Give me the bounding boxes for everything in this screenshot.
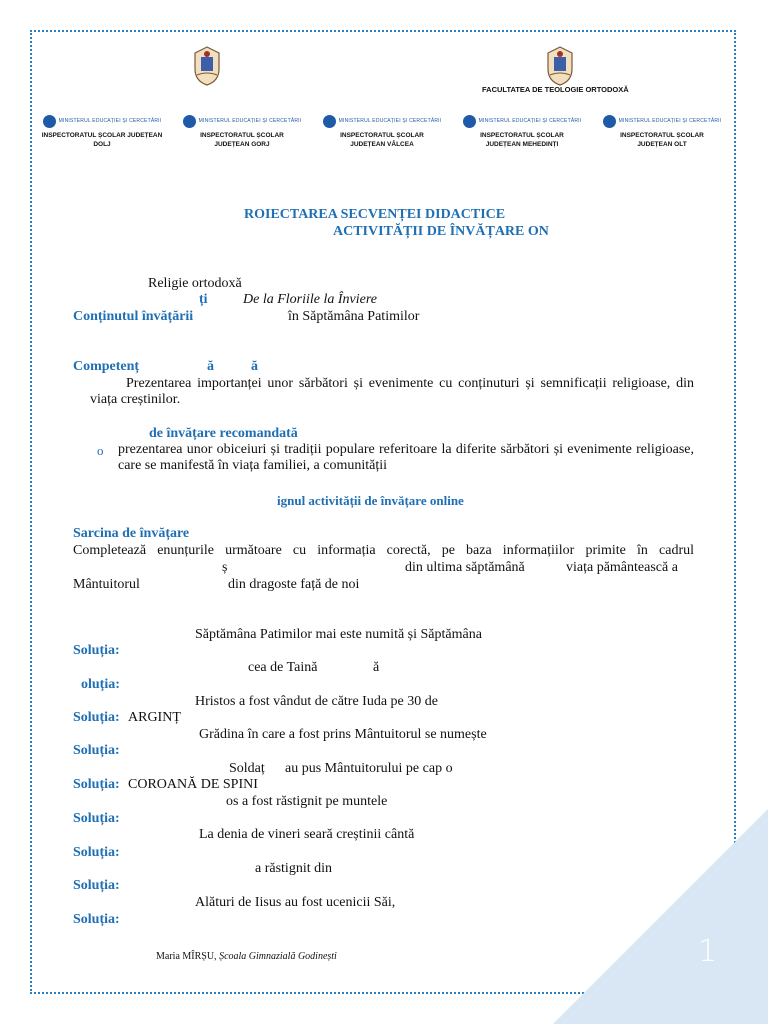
question-3: Hristos a fost vândut de către Iuda pe 30 de bbox=[195, 694, 438, 709]
solution-value-5: COROANĂ DE SPINI bbox=[128, 777, 258, 792]
solution-label-3: Soluția: bbox=[73, 710, 120, 725]
question-4: Grădina în care a fost prins Mântuitorul se numește bbox=[199, 727, 487, 742]
page-number: 1 bbox=[698, 934, 718, 969]
content-value: în Săptămâna Patimilor bbox=[288, 309, 420, 324]
solution-label-7: Soluția: bbox=[73, 845, 120, 860]
solution-label-5: Soluția: bbox=[73, 777, 120, 792]
question-1: Săptămâna Patimilor mai este numită și Săptămâna bbox=[195, 627, 482, 642]
logo-isj-dolj: MINISTERUL EDUCAȚIEI ȘI CERCETĂRII INSPECTORATUL ȘCOLAR JUDEȚEAN DOLJ bbox=[27, 114, 177, 154]
ministry-seal-icon bbox=[183, 115, 196, 128]
ministry-seal-icon bbox=[323, 115, 336, 128]
ministry-seal-icon bbox=[603, 115, 616, 128]
logo-name: INSPECTORATUL ȘCOLAR JUDEȚEAN VÂLCEA bbox=[340, 132, 424, 148]
question-9: Alături de Iisus au fost ucenicii Săi, bbox=[195, 895, 396, 910]
solution-label-4: Soluția: bbox=[73, 743, 120, 758]
logo-isj-gorj: MINISTERUL EDUCAȚIEI ȘI CERCETĂRII INSPECTORATUL ȘCOLAR JUDEȚEAN GORJ bbox=[167, 114, 317, 154]
title-line-2: ACTIVITĂȚII DE ÎNVĂȚARE ON bbox=[333, 224, 549, 239]
faculty-crest-icon bbox=[544, 45, 576, 87]
competence-fragment-2: ă bbox=[251, 359, 258, 374]
competence-label: Competenț bbox=[73, 359, 140, 374]
title-line-1: ROIECTAREA SECVENȚEI DIDACTICE bbox=[244, 207, 506, 222]
question-5-a: Soldaț bbox=[229, 761, 265, 776]
task-line-2-c: viața pământească a bbox=[566, 560, 678, 575]
faculty-name: FACULTATEA DE TEOLOGIE ORTODOXĂ bbox=[482, 85, 629, 94]
activity-label: de învățare recomandată bbox=[149, 426, 298, 441]
discipline: Religie ortodoxă bbox=[148, 276, 242, 291]
logo-isj-valcea: MINISTERUL EDUCAȚIEI ȘI CERCETĂRII INSPECTORATUL ȘCOLAR JUDEȚEAN VÂLCEA bbox=[307, 114, 457, 154]
solution-value-3: ARGINȚ bbox=[128, 710, 181, 725]
solution-label-1: Soluția: bbox=[73, 643, 120, 658]
question-6: os a fost răstignit pe muntele bbox=[226, 794, 388, 809]
question-5-b: au pus Mântuitorului pe cap o bbox=[285, 761, 453, 776]
solution-label-2: oluția: bbox=[81, 677, 120, 692]
theme-value: De la Floriile la Înviere bbox=[243, 292, 377, 307]
solution-label-8: Soluția: bbox=[73, 878, 120, 893]
ministry-seal-icon bbox=[463, 115, 476, 128]
theme-label: ți bbox=[199, 292, 208, 307]
logo-isj-mehedinti: MINISTERUL EDUCAȚIEI ȘI CERCETĂRII INSPECTORATUL ȘCOLAR JUDEȚEAN MEHEDINȚI bbox=[447, 114, 597, 154]
footer-school: Școala Gimnazială Godinești bbox=[219, 951, 337, 962]
task-label: Sarcina de învățare bbox=[73, 526, 190, 541]
footer bbox=[156, 951, 337, 962]
logo-name: INSPECTORATUL ȘCOLAR JUDEȚEAN MEHEDINȚI bbox=[480, 132, 564, 148]
activity-text: prezentarea unor obiceiuri și tradiții populare referitoare la diferite sărbători și evenimente religioase, care se manifestă în viața familiei, a comunității bbox=[118, 442, 694, 473]
question-2: cea de Taină bbox=[248, 660, 318, 675]
bullet-icon: o bbox=[97, 443, 104, 458]
logo-name: INSPECTORATUL ȘCOLAR JUDEȚEAN DOLJ bbox=[41, 132, 163, 148]
design-heading: ignul activității de învățare online bbox=[277, 493, 464, 508]
logo-name: INSPECTORATUL ȘCOLAR JUDEȚEAN GORJ bbox=[200, 132, 284, 148]
task-line-3-b: din dragoste față de noi bbox=[228, 577, 360, 592]
task-line-1: Completează enunțurile următoare cu informația corectă, pe baza informațiilor primite în cadrul bbox=[73, 543, 694, 558]
ministry-seal-icon bbox=[43, 115, 56, 128]
task-line-3-a: Mântuitorul bbox=[73, 577, 140, 592]
competence-text: Prezentarea importanței unor sărbători și evenimente cu conținuturi și semnificații religioase, din viața creștinilor. bbox=[90, 376, 694, 407]
university-crest-icon bbox=[191, 45, 223, 87]
logo-name: INSPECTORATUL ȘCOLAR JUDEȚEAN OLT bbox=[620, 132, 704, 148]
footer-author: Maria MÎRȘU, bbox=[156, 951, 220, 962]
content-label: Conținutul învățării bbox=[73, 309, 194, 324]
logo-isj-olt: MINISTERUL EDUCAȚIEI ȘI CERCETĂRII INSPECTORATUL ȘCOLAR JUDEȚEAN OLT bbox=[587, 114, 737, 154]
corner-triangle bbox=[553, 809, 768, 1024]
solution-label-6: Soluția: bbox=[73, 811, 120, 826]
question-2-extra: ă bbox=[373, 660, 380, 675]
task-line-2-b: din ultima săptămână bbox=[405, 560, 525, 575]
solution-label-9: Soluția: bbox=[73, 912, 120, 927]
question-8: a răstignit din bbox=[255, 861, 332, 876]
question-7: La denia de vineri seară creștinii cântă bbox=[199, 827, 415, 842]
task-line-2-a: ș bbox=[222, 560, 228, 575]
competence-fragment-1: ă bbox=[207, 359, 214, 374]
